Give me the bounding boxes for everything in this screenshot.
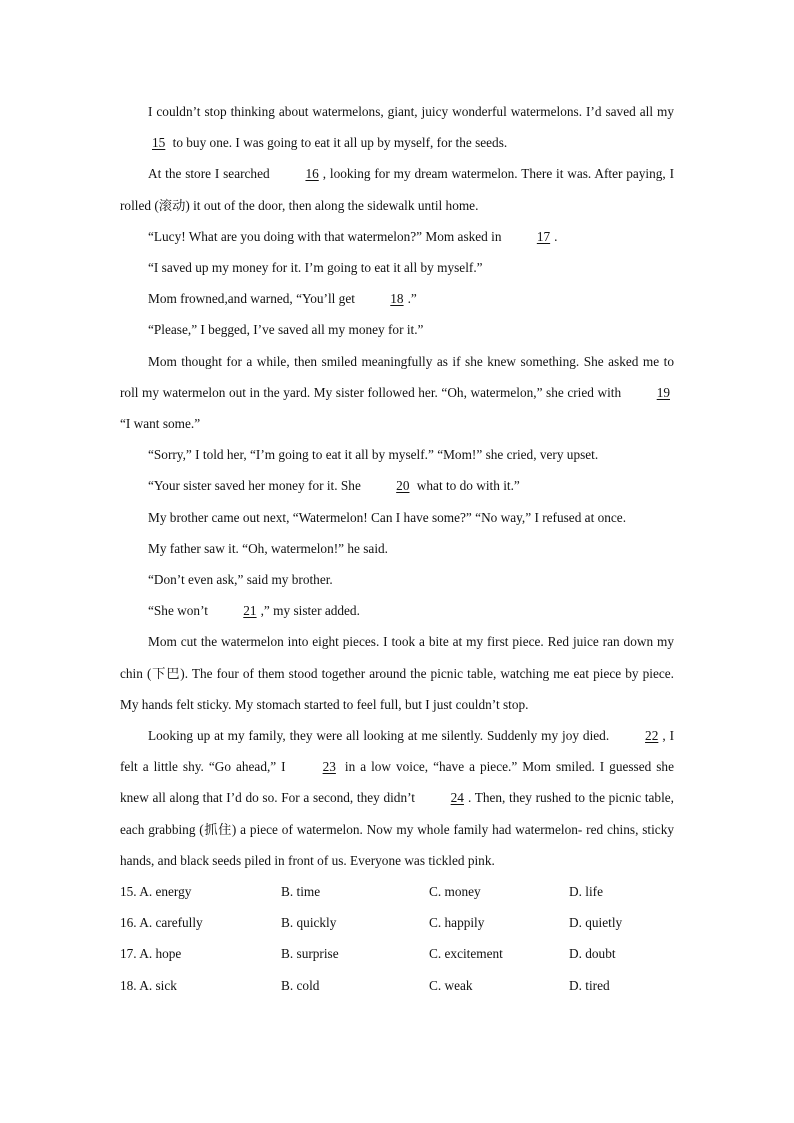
option-c: C. happily bbox=[429, 915, 485, 931]
text-segment: . Then, they rushed to the picnic table, each grabbing (抓住) a piece of watermelon. Now my whole family had watermelon- red chins, sticky hands, and black seeds piled in front of us. Everyone was tickled pink. bbox=[120, 790, 674, 868]
text-segment: Looking up at my family, they were all looking at me silently. Suddenly my joy died. bbox=[148, 728, 614, 744]
option-row bbox=[120, 938, 674, 969]
text-segment: “She won’t bbox=[148, 603, 212, 619]
paragraph bbox=[120, 626, 674, 720]
paragraph bbox=[120, 346, 674, 440]
option-c: C. excitement bbox=[429, 946, 503, 962]
paragraph bbox=[120, 439, 674, 470]
option-c: C. weak bbox=[429, 977, 473, 993]
paragraph bbox=[120, 283, 674, 314]
blank-17: 17 bbox=[536, 228, 551, 244]
blank-21: 21 bbox=[243, 603, 257, 619]
text-segment: ,” my sister added. bbox=[260, 603, 360, 619]
paragraph bbox=[120, 96, 674, 158]
text-segment: At the store I searched bbox=[148, 166, 274, 182]
option-num: 16. A. carefully bbox=[120, 915, 203, 931]
text-segment: Mom thought for a while, then smiled meaningfully as if she knew something. She asked me to roll my watermelon out in the yard. My sister followed her. “Oh, watermelon,” she cried with bbox=[120, 353, 674, 400]
text-segment: Mom frowned,and warned, “You’ll get bbox=[148, 291, 359, 307]
option-d: D. life bbox=[569, 884, 603, 900]
option-d: D. quietly bbox=[569, 915, 623, 931]
paragraph bbox=[120, 470, 674, 501]
text-segment: My father saw it. “Oh, watermelon!” he said. bbox=[148, 540, 388, 556]
blank-22: 22 bbox=[645, 728, 659, 744]
answer-options bbox=[120, 876, 674, 1001]
blank-15: 15 bbox=[152, 135, 166, 151]
blank-24: 24 bbox=[450, 790, 464, 806]
blank-20: 20 bbox=[396, 478, 410, 494]
blank-18: 18 bbox=[390, 291, 404, 307]
text-segment: “Your sister saved her money for it. She bbox=[148, 478, 365, 494]
text-segment: I couldn’t stop thinking about watermelons, giant, juicy wonderful watermelons. I’d saved all my bbox=[148, 104, 674, 119]
option-num: 17. A. hope bbox=[120, 946, 182, 962]
option-d: D. doubt bbox=[569, 946, 616, 962]
text-segment: what to do with it.” bbox=[413, 478, 520, 494]
paragraph bbox=[120, 564, 674, 595]
option-d: D. tired bbox=[569, 977, 610, 993]
blank-23: 23 bbox=[322, 759, 336, 775]
paragraph bbox=[120, 502, 674, 533]
text-segment: “I saved up my money for it. I’m going to eat it all by myself.” bbox=[148, 260, 483, 276]
paragraph bbox=[120, 221, 674, 252]
text-segment: “Sorry,” I told her, “I’m going to eat it all by myself.” “Mom!” she cried, very upset. bbox=[148, 447, 599, 463]
text-segment: , looking for my dream watermelon. There it was. After paying, I rolled (滚动) it out of the door, then along the sidewalk until home. bbox=[120, 166, 674, 213]
paragraph bbox=[120, 158, 674, 220]
paragraph bbox=[120, 595, 674, 626]
text-segment: “Please,” I begged, I’ve saved all my money for it.” bbox=[148, 322, 424, 338]
paragraph bbox=[120, 533, 674, 564]
paragraph-last bbox=[120, 720, 674, 876]
passage bbox=[120, 96, 674, 720]
option-row bbox=[120, 970, 674, 1001]
option-b: B. time bbox=[281, 884, 321, 900]
option-b: B. cold bbox=[281, 977, 320, 993]
text-segment: My brother came out next, “Watermelon! Can I have some?” “No way,” I refused at once. bbox=[148, 509, 627, 525]
text-segment: in a low voice, “have a piece.” Mom smiled. I guessed she knew all along that I’d do so. For a second, they didn’t bbox=[120, 759, 674, 806]
option-num: 18. A. sick bbox=[120, 977, 177, 993]
paragraph bbox=[120, 252, 674, 283]
option-row bbox=[120, 876, 674, 907]
document-page bbox=[120, 96, 674, 1001]
blank-19: 19 bbox=[656, 384, 670, 400]
text-segment: “I want some.” bbox=[120, 416, 201, 432]
option-b: B. surprise bbox=[281, 946, 339, 962]
text-segment: .” bbox=[407, 291, 417, 307]
option-b: B. quickly bbox=[281, 915, 337, 931]
text-segment: “Lucy! What are you doing with that watermelon?” Mom asked in bbox=[148, 228, 505, 244]
text-segment: to buy one. I was going to eat it all up by myself, for the seeds. bbox=[169, 135, 508, 151]
text-segment: , I felt a little shy. “Go ahead,” I bbox=[120, 728, 674, 775]
paragraph bbox=[120, 314, 674, 345]
blank-16: 16 bbox=[305, 166, 319, 182]
option-num: 15. A. energy bbox=[120, 884, 192, 900]
text-segment: . bbox=[554, 228, 558, 244]
text-segment: Mom cut the watermelon into eight pieces. I took a bite at my first piece. Red juice ran down my chin (下巴). The four of them stood together around the picnic table, watching me eat piece by piece. My hands felt sticky. My stomach started to feel full, but I just couldn’t stop. bbox=[120, 634, 674, 712]
text-segment: “Don’t even ask,” said my brother. bbox=[148, 572, 333, 588]
option-row bbox=[120, 907, 674, 938]
option-c: C. money bbox=[429, 884, 481, 900]
